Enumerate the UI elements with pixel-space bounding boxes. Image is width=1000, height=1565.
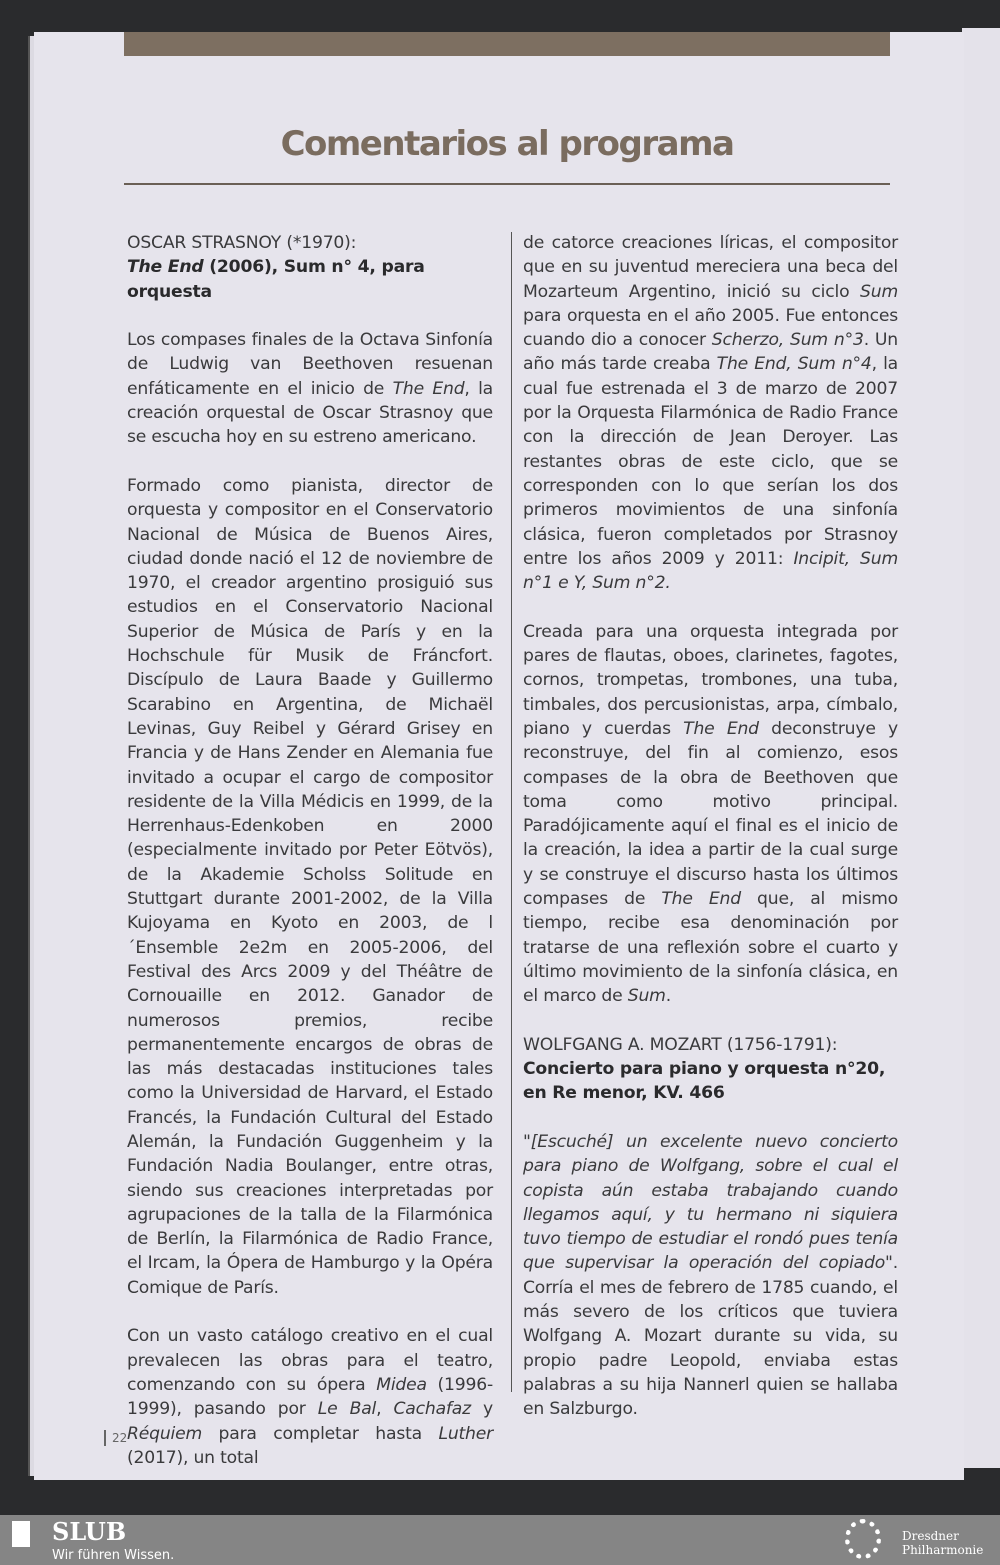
paragraph bbox=[127, 1324, 493, 1470]
text-run: , bbox=[376, 1399, 394, 1420]
paragraph bbox=[523, 1033, 898, 1057]
text-run: WOLFGANG A. MOZART (1756-1791): bbox=[523, 1034, 838, 1055]
left-column bbox=[127, 231, 493, 1494]
slub-tagline: Wir führen Wissen. bbox=[52, 1548, 175, 1563]
paragraph bbox=[127, 474, 493, 1300]
text-run: Midea bbox=[376, 1374, 427, 1395]
text-run: (2006), Sum n° 4, para orquesta bbox=[127, 257, 425, 302]
page-number: 22 bbox=[104, 1430, 127, 1446]
text-run: Concierto para piano y orquesta n°20, en Re menor, KV. 466 bbox=[523, 1059, 886, 1104]
text-run: The End bbox=[661, 889, 741, 910]
text-run: para orquesta en el año 2005. Fue entonces cuando dio a conocer bbox=[523, 305, 898, 351]
text-run: . Corría el mes de febrero de 1785 cuando, el más severo de los críticos que tuviera Wolfgang A. Mozart durante su vida, su propio padre Leopold, enviaba estas palabras a su hija Nannerl quien se hallaba en Salzburgo. bbox=[523, 1253, 898, 1420]
philharmonie-logo-icon bbox=[845, 1519, 881, 1559]
text-run: . Un año más tarde creaba bbox=[523, 330, 898, 375]
footer-bar bbox=[0, 1515, 1000, 1565]
text-run: Scherzo, Sum n°3 bbox=[711, 330, 864, 351]
text-run: Creada para una orquesta integrada por pares de flautas, oboes, clarinetes, fagotes, cornos, trompetas, trombones, una tuba, timbales, dos percusionistas, arpa, címbalo, piano y cuerdas bbox=[523, 621, 898, 739]
text-run: (1996-1999), pasando por bbox=[127, 1374, 493, 1420]
text-run: Con un vasto catálogo creativo en el cual prevalecen las obras para el teatro, comenzando con su ópera bbox=[127, 1326, 493, 1395]
text-run: Sum bbox=[860, 281, 898, 302]
text-run: The End bbox=[683, 718, 759, 739]
text-run: Luther bbox=[438, 1423, 493, 1444]
adjacent-page-edge bbox=[962, 28, 1000, 1468]
text-run: Los compases finales de la Octava Sinfonía de Ludwig van Beethoven resuenan enfáticamente en el inicio de bbox=[127, 330, 493, 399]
text-run: Incipit, Sum n°1 e Y, Sum n°2. bbox=[523, 548, 898, 594]
partner-logo-text[interactable] bbox=[902, 1529, 983, 1557]
text-run: que, al mismo tiempo, recibe esa denominación por tratarse de una reflexión sobre el cuarto y último movimiento de la sinfonía clásica, en el marco de bbox=[523, 889, 898, 1007]
text-run: de catorce creaciones líricas, el compositor que en su juventud mereciera una beca del Mozarteum Argentino, inició su ciclo bbox=[523, 233, 898, 302]
paragraph bbox=[523, 231, 898, 595]
text-run: The End, Sum n°4 bbox=[716, 354, 872, 375]
text-run: . bbox=[665, 986, 671, 1007]
text-run: "[Escuché] un excelente nuevo concierto para piano de Wolfgang, sobre el cual el copista aún estaba trabajando cuando llegamos aquí, y tu hermano ni siquiera tuvo tiempo de estudiar el rondó pues tenía que supervisar la operación del copiado" bbox=[523, 1131, 898, 1274]
page-title: Comentarios al programa bbox=[280, 124, 734, 164]
text-run: Cachafaz bbox=[393, 1399, 471, 1420]
slub-logo-icon bbox=[12, 1521, 30, 1547]
text-run: Réquiem bbox=[127, 1423, 203, 1444]
text-run: Sum bbox=[627, 986, 666, 1007]
text-run: , la cual fue estrenada el 3 de marzo de 2007 por la Orquesta Filarmónica de Radio France con la dirección de Jean Deroyer. Las restantes obras de este ciclo, que se corresponden con lo que serían los dos primeros movimientos de una sinfonía clásica, fueron completados por Strasnoy entre los años 2009 y 2011: bbox=[523, 354, 898, 569]
text-run: deconstruye y reconstruye, del fin al comienzo, esos compases de la obra de Beethoven que toma como motivo principal. Paradójicamente aquí el final es el inicio de la creación, la idea a partir de la cual surge y se construye el discurso hasta los últimos compases de bbox=[523, 718, 898, 910]
paragraph bbox=[127, 231, 493, 255]
text-run: OSCAR STRASNOY (*1970): bbox=[127, 233, 357, 253]
paragraph bbox=[127, 328, 493, 449]
paragraph bbox=[127, 255, 493, 304]
text-run: y bbox=[470, 1399, 493, 1420]
text-run: , la creación orquestal de Oscar Strasnoy que se escucha hoy en su estreno americano. bbox=[127, 378, 493, 448]
slub-logo-text[interactable]: SLUB bbox=[52, 1517, 127, 1546]
text-run: The End bbox=[392, 378, 465, 399]
partner-line2: Philharmonie bbox=[902, 1543, 984, 1557]
text-run: Formado como pianista, director de orquesta y compositor en el Conservatorio Nacional de Música de Buenos Aires, ciudad donde nació el 12 de noviembre de 1970, el creador argentino prosiguió sus estudios en el Conservatorio Nacional Superior de Música de París y en la Hochschule für Musik de Fráncfort. Discípulo de Laura Baade y Guillermo Scarabino en Argentina, de Michaël Levinas, Guy Reibel y Gérard Grisey en Francia y de Hans Zender en Alemania fue invitado a ocupar el cargo de compositor residente de la Villa Médicis en 1999, de la Herrenhaus-Edenkoben en 2000 (especialmente invitado por Peter Eötvös), de la Akademie Scholss Solitude en Stuttgart durante 2001-2002, de la Villa Kujoyama en Kyoto en 2003, de l´Ensemble 2e2m en 2005-2006, del Festival des Arcs 2009 y del Théâtre de Cornouaille en 2012. Ganador de numerosos premios, recibe permanentemente encargos de obras de las más destacadas instituciones tales como la Universidad de Harvard, el Estado Francés, la Fundación Cultural del Estado Alemán, la Fundación Guggenheim y la Fundación Nadia Boulanger, entre otras, siendo sus creaciones interpretadas por agrupaciones de la talla de la Filarmónica de Berlín, la Filarmónica de Radio France, el Ircam, la Ópera de Hamburgo y la Opéra Comique de París. bbox=[127, 475, 493, 1298]
paragraph bbox=[523, 1057, 898, 1106]
header-color-bar bbox=[124, 32, 890, 56]
column-divider bbox=[511, 232, 512, 1392]
title-rule bbox=[124, 183, 890, 185]
text-run: para completar hasta bbox=[202, 1423, 439, 1444]
text-run: Le Bal bbox=[317, 1399, 377, 1420]
text-run: (2017), un total bbox=[127, 1447, 259, 1468]
paragraph bbox=[523, 620, 898, 1009]
right-column bbox=[523, 231, 898, 1446]
paragraph bbox=[523, 1130, 898, 1422]
partner-line1: Dresdner bbox=[902, 1529, 959, 1543]
text-run: The End bbox=[127, 257, 204, 278]
